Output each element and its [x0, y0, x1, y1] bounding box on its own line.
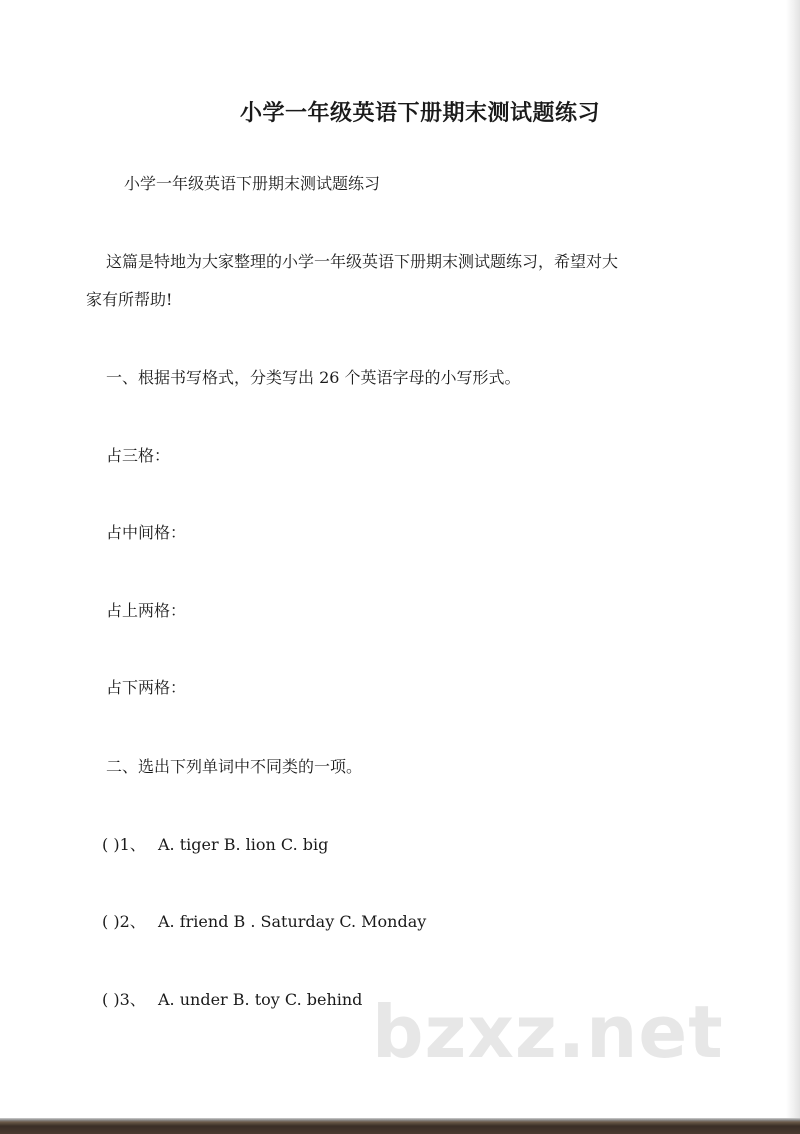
question-options: A. friend B . Saturday C. Monday: [158, 912, 427, 931]
question-number: ( )3、: [102, 990, 146, 1009]
intro-paragraph-line-1: 这篇是特地为大家整理的小学一年级英语下册期末测试题练习，希望对大: [106, 252, 619, 271]
bottom-edge-bar: [0, 1118, 800, 1134]
section-2-heading: 二、选出下列单词中不同类的一项。: [106, 757, 363, 776]
question-options: A. under B. toy C. behind: [158, 990, 363, 1009]
section-1-item: 占三格：: [106, 446, 171, 465]
section-1-item: 占中间格：: [106, 523, 187, 542]
document-title: 小学一年级英语下册期末测试题练习: [239, 101, 600, 126]
page-right-edge-shadow: [786, 0, 800, 1118]
document-subtitle: 小学一年级英语下册期末测试题练习: [124, 174, 381, 193]
intro-paragraph-line-2: 家有所帮助!: [86, 290, 173, 309]
question-options: A. tiger B. lion C. big: [158, 835, 329, 854]
question-number: ( )1、: [102, 835, 146, 854]
section-1-item: 占下两格：: [106, 678, 187, 697]
watermark: bzxz.net: [372, 990, 724, 1074]
section-1-heading: 一、根据书写格式，分类写出 26 个英语字母的小写形式。: [106, 368, 521, 387]
section-1-item: 占上两格：: [106, 601, 187, 620]
question-number: ( )2、: [102, 912, 146, 931]
